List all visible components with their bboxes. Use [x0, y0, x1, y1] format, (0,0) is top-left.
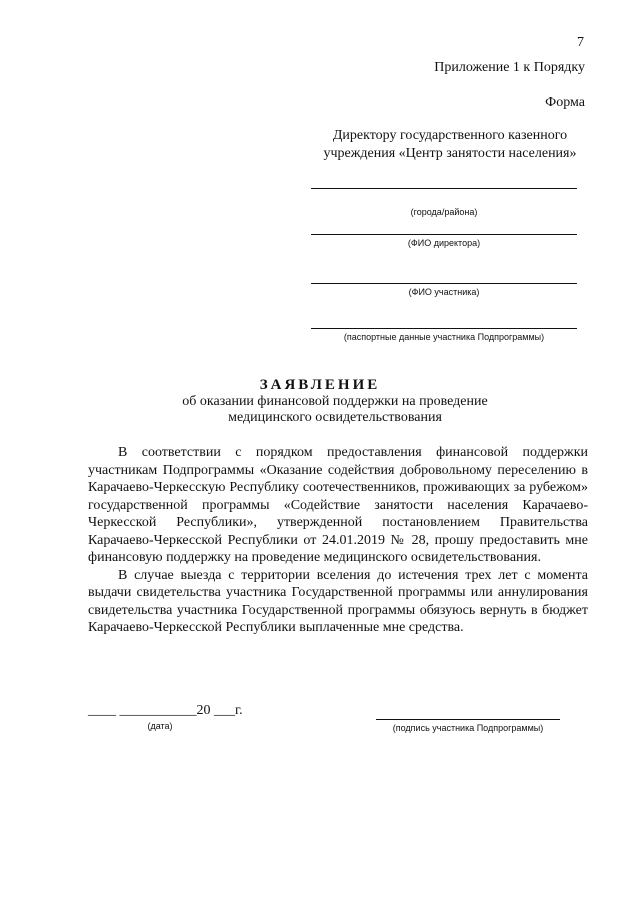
date-caption: (дата): [147, 721, 173, 731]
addressee-line-2: учреждения «Центр занятости населения»: [323, 146, 577, 161]
director-field-line[interactable]: [311, 234, 577, 235]
paragraph-request: В соответствии с порядком предоставления финансовой поддержки участникам Подпрограммы «Оказание содействия добровольному переселению в Карачаево-Черкесскую Республику соотечественников, проживающих за рубежом» государственной программы «Содействие занятости населения Карачаево-Черкесской Республики», утвержденной постановлением Правительства Карачаево-Черкесской Республики от 24.01.2019 № 28, прошу предоставить мне финансовую поддержку на проведение медицинского освидетельствования.: [88, 445, 588, 565]
passport-field-line[interactable]: [311, 328, 577, 329]
director-caption: (ФИО директора): [407, 238, 481, 248]
signature-field-line[interactable]: [376, 719, 560, 720]
application-body: [88, 444, 588, 637]
passport-caption: (паспортные данные участника Подпрограммы): [343, 332, 545, 342]
date-field[interactable]: ____ ___________20 ___г.: [88, 703, 243, 718]
addressee-line-1: Директору государственного казенного: [332, 128, 568, 143]
subtitle-line-2: медицинского освидетельствования: [228, 410, 442, 425]
signature-caption: (подпись участника Подпрограммы): [392, 723, 544, 733]
addressee-block: [305, 127, 595, 163]
document-title: ЗАЯВЛЕНИЕ: [259, 377, 381, 393]
page-number: 7: [577, 35, 584, 50]
participant-caption: (ФИО участника): [408, 287, 480, 297]
participant-field-line[interactable]: [311, 283, 577, 284]
city-field-line[interactable]: [311, 188, 577, 189]
city-caption: (города/района): [410, 207, 478, 217]
appendix-label: Приложение 1 к Порядку: [434, 60, 585, 75]
paragraph-obligation: В случае выезда с территории вселения до истечения трех лет с момента выдачи свидетельства участника Государственной программы или аннулирования свидетельства участника Государственной программы обязуюсь вернуть в бюджет Карачаево-Черкесской Республики выплаченные мне средства.: [88, 567, 588, 635]
document-subtitle: [160, 394, 510, 426]
subtitle-line-1: об оказании финансовой поддержки на проведение: [182, 394, 488, 409]
form-label: Форма: [545, 95, 585, 110]
